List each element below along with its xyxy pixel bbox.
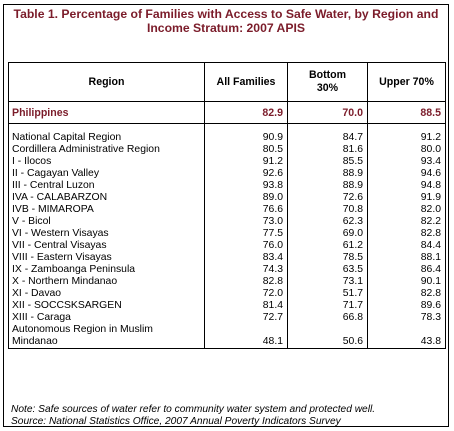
- bottom-30-cell: 78.5: [288, 252, 368, 264]
- table-row: [9, 264, 446, 276]
- upper-70-cell: 82.8: [368, 288, 446, 300]
- upper-70-cell: 91.2: [368, 132, 446, 144]
- upper-70-cell: 88.1: [368, 252, 446, 264]
- region-cell: IVB - MIMAROPA: [9, 204, 205, 216]
- upper-70-cell: 93.4: [368, 156, 446, 168]
- data-table: [8, 62, 446, 349]
- table-row: [9, 156, 446, 168]
- table-row: [9, 276, 446, 288]
- region-cell: IX - Zamboanga Peninsula: [9, 264, 205, 276]
- all-families-cell: 91.2: [205, 156, 288, 168]
- table-row: [9, 180, 446, 192]
- table-row: [9, 216, 446, 228]
- upper-70-cell: 86.4: [368, 264, 446, 276]
- table-row: [9, 204, 446, 216]
- upper-70-cell: 80.0: [368, 144, 446, 156]
- national-region: Philippines: [9, 102, 205, 124]
- header-bottom-30: Bottom 30%: [288, 63, 368, 102]
- bottom-30-cell: 51.7: [288, 288, 368, 300]
- bottom-30-cell: 61.2: [288, 240, 368, 252]
- all-families-cell: 74.3: [205, 264, 288, 276]
- all-families-cell: 93.8: [205, 180, 288, 192]
- all-families-cell: 82.8: [205, 276, 288, 288]
- bottom-30-cell: 72.6: [288, 192, 368, 204]
- upper-70-cell: 90.1: [368, 276, 446, 288]
- all-families-cell: 80.5: [205, 144, 288, 156]
- all-families-cell: 73.0: [205, 216, 288, 228]
- bottom-30-cell: 62.3: [288, 216, 368, 228]
- region-cell: XIII - Caraga: [9, 312, 205, 324]
- table-row: [9, 240, 446, 252]
- upper-70-cell: 82.0: [368, 204, 446, 216]
- upper-70-cell: 91.9: [368, 192, 446, 204]
- upper-70-cell: 43.8: [368, 324, 446, 349]
- region-cell: Cordillera Administrative Region: [9, 144, 205, 156]
- bottom-30-cell: 85.5: [288, 156, 368, 168]
- national-row: [9, 102, 446, 124]
- bottom-30-cell: 70.8: [288, 204, 368, 216]
- region-cell: VIII - Eastern Visayas: [9, 252, 205, 264]
- region-cell: II - Cagayan Valley: [9, 168, 205, 180]
- header-upper-70: Upper 70%: [368, 63, 446, 102]
- header-all-families: All Families: [205, 63, 288, 102]
- upper-70-cell: 94.6: [368, 168, 446, 180]
- region-cell: III - Central Luzon: [9, 180, 205, 192]
- table-row: [9, 132, 446, 144]
- region-cell: XI - Davao: [9, 288, 205, 300]
- upper-70-cell: 89.6: [368, 300, 446, 312]
- all-families-cell: 72.0: [205, 288, 288, 300]
- bottom-30-cell: 88.9: [288, 180, 368, 192]
- upper-70-cell: 94.8: [368, 180, 446, 192]
- bottom-30-cell: 50.6: [288, 324, 368, 349]
- bottom-30-cell: 69.0: [288, 228, 368, 240]
- region-cell: X - Northern Mindanao: [9, 276, 205, 288]
- table-row: [9, 288, 446, 300]
- bottom-30-cell: 66.8: [288, 312, 368, 324]
- table-row: [9, 300, 446, 312]
- upper-70-cell: 82.8: [368, 228, 446, 240]
- all-families-cell: 48.1: [205, 324, 288, 349]
- bottom-30-cell: 81.6: [288, 144, 368, 156]
- table-row: [9, 312, 446, 324]
- all-families-cell: 76.6: [205, 204, 288, 216]
- upper-70-cell: 78.3: [368, 312, 446, 324]
- title-line-2: Income Stratum: 2007 APIS: [146, 21, 306, 35]
- bottom-30-cell: 71.7: [288, 300, 368, 312]
- table-row: [9, 324, 446, 349]
- all-families-cell: 76.0: [205, 240, 288, 252]
- table-row: [9, 252, 446, 264]
- region-cell: I - Ilocos: [9, 156, 205, 168]
- all-families-cell: 89.0: [205, 192, 288, 204]
- upper-70-cell: 84.4: [368, 240, 446, 252]
- bottom-30-cell: 63.5: [288, 264, 368, 276]
- bottom-30-cell: 88.9: [288, 168, 368, 180]
- all-families-cell: 72.7: [205, 312, 288, 324]
- all-families-cell: 77.5: [205, 228, 288, 240]
- national-bottom: 70.0: [288, 102, 368, 124]
- header-region: Region: [9, 63, 205, 102]
- all-families-cell: 83.4: [205, 252, 288, 264]
- table-row: [9, 168, 446, 180]
- region-cell: National Capital Region: [9, 132, 205, 144]
- national-upper: 88.5: [368, 102, 446, 124]
- bottom-30-cell: 84.7: [288, 132, 368, 144]
- upper-70-cell: 82.2: [368, 216, 446, 228]
- region-cell: VI - Western Visayas: [9, 228, 205, 240]
- bottom-30-cell: 73.1: [288, 276, 368, 288]
- spacer-row: [9, 124, 446, 133]
- all-families-cell: 81.4: [205, 300, 288, 312]
- region-cell: IVA - CALABARZON: [9, 192, 205, 204]
- table-row: [9, 192, 446, 204]
- region-cell: Autonomous Region in Muslim Mindanao: [9, 324, 205, 349]
- source-line: Source: National Statistics Office, 2007 Annual Poverty Indicators Survey: [11, 416, 341, 427]
- all-families-cell: 92.6: [205, 168, 288, 180]
- region-cell: XII - SOCCSKSARGEN: [9, 300, 205, 312]
- note-line: Note: Safe sources of water refer to community water system and protected well.: [11, 404, 376, 415]
- national-all: 82.9: [205, 102, 288, 124]
- region-cell: VII - Central Visayas: [9, 240, 205, 252]
- title-line-1: Table 1. Percentage of Families with Access to Safe Water, by Region and: [13, 7, 439, 21]
- all-families-cell: 90.9: [205, 132, 288, 144]
- table-title: [4, 7, 448, 35]
- table-row: [9, 144, 446, 156]
- table-note: [11, 404, 375, 428]
- header-row: [9, 63, 446, 102]
- table-frame: [3, 4, 449, 427]
- region-cell: V - Bicol: [9, 216, 205, 228]
- table-row: [9, 228, 446, 240]
